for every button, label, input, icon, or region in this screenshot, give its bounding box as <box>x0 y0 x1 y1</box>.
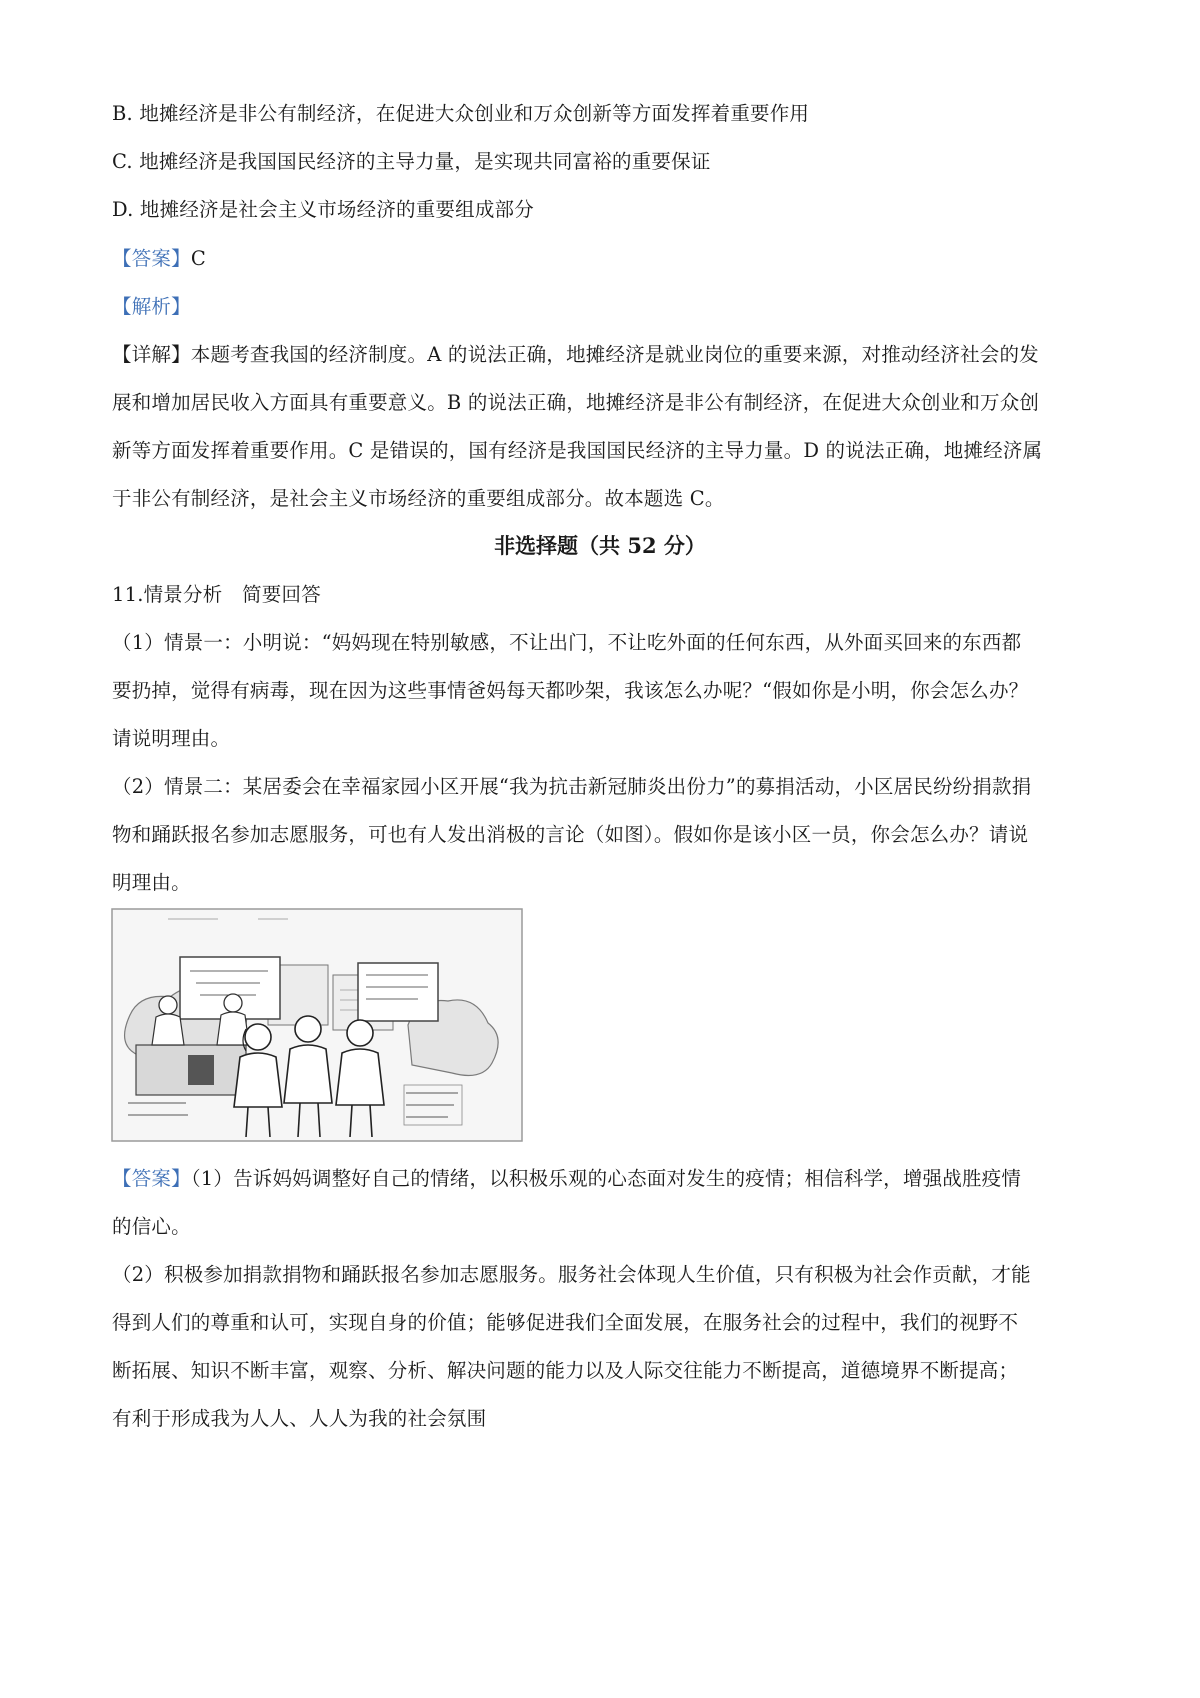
option-b: B. 地摊经济是非公有制经济，在促进大众创业和万众创新等方面发挥着重要作用 <box>112 102 810 125</box>
answer2-line: 有利于形成我为人人、人人为我的社会氛围 <box>112 1407 487 1430</box>
scene2-line: 明理由。 <box>112 871 191 894</box>
q11-answer-line <box>112 1166 1100 1192</box>
analysis-label: 【解析】 <box>112 295 191 318</box>
cartoon-illustration <box>108 905 526 1145</box>
q10-answer <box>112 246 1100 272</box>
answer2-line: （2）积极参加捐款捐物和踊跃报名参加志愿服务。服务社会体现人生价值，只有积极为社会作贡献，才能 <box>112 1263 1031 1286</box>
detail-line: 于非公有制经济，是社会主义市场经济的重要组成部分。故本题选 C。 <box>112 487 725 510</box>
answer-value: C <box>190 247 206 270</box>
scene2-line: 物和踊跃报名参加志愿服务，可也有人发出消极的言论（如图）。假如你是该小区一员，你会怎么办？请说 <box>112 823 1029 846</box>
answer1-line: 的信心。 <box>112 1215 191 1238</box>
answer-label: 【答案】 <box>112 247 191 270</box>
answer2-line: 断拓展、知识不断丰富，观察、分析、解决问题的能力以及人际交往能力不断提高，道德境界不断提高； <box>112 1359 1019 1382</box>
scene1-line: （1）情景一：小明说：“妈妈现在特别敏感，不让出门，不让吃外面的任何东西，从外面买回来的东西都 <box>112 631 1022 654</box>
answer1-text: （1）告诉妈妈调整好自己的情绪，以积极乐观的心态面对发生的疫情；相信科学，增强战胜疫情 <box>190 1167 1022 1190</box>
answer2-line: 得到人们的尊重和认可，实现自身的价值；能够促进我们全面发展，在服务社会的过程中，我们的视野不 <box>112 1311 1019 1334</box>
option-d: D. 地摊经济是社会主义市场经济的重要组成部分 <box>112 198 534 221</box>
detail-line: 新等方面发挥着重要作用。C 是错误的，国有经济是我国国民经济的主导力量。D 的说法正确，地摊经济属 <box>112 439 1043 462</box>
scene1-line: 请说明理由。 <box>112 727 231 750</box>
cartoon-illustration-icon <box>108 905 526 1145</box>
section-title: 非选择题（共 52 分） <box>494 533 706 558</box>
detail-line: 【详解】本题考查我国的经济制度。A 的说法正确，地摊经济是就业岗位的重要来源，对推动经济社会的发 <box>112 343 1039 366</box>
option-c: C. 地摊经济是我国国民经济的主导力量，是实现共同富裕的重要保证 <box>112 150 711 173</box>
scene2-line: （2）情景二：某居委会在幸福家园小区开展“我为抗击新冠肺炎出份力”的募捐活动，小区居民纷纷捐款捐 <box>112 775 1032 798</box>
detail-line: 展和增加居民收入方面具有重要意义。B 的说法正确，地摊经济是非公有制经济，在促进大众创业和万众创 <box>112 391 1040 414</box>
answer-label: 【答案】 <box>112 1167 191 1190</box>
scene1-line: 要扔掉，觉得有病毒，现在因为这些事情爸妈每天都吵架，我该怎么办呢？“假如你是小明，你会怎么办？ <box>112 679 1029 702</box>
q11-heading: 11.情景分析 简要回答 <box>112 583 321 606</box>
